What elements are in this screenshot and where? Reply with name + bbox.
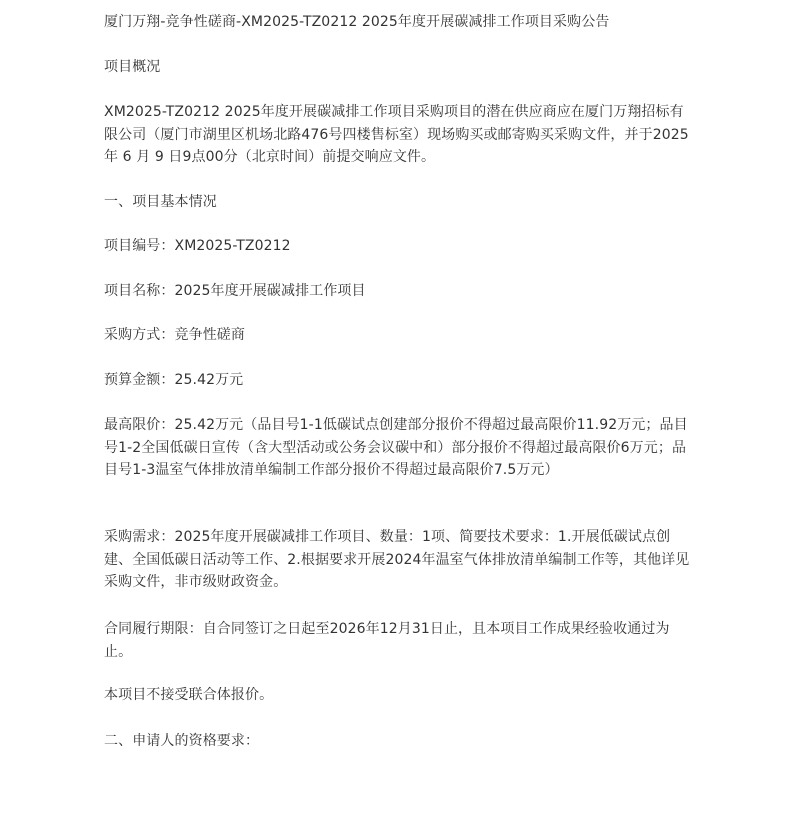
- project-number: 项目编号：XM2025-TZ0212: [104, 238, 291, 254]
- max-price: 最高限价：25.42万元（品目号1-1低碳试点创建部分报价不得超过最高限价11.92万元；品目号1-2全国低碳日宣传（含大型活动或公务会议碳中和）部分报价不得超过最高限价6万元；品目号1-3温室气体排放清单编制工作部分报价不得超过最高限价7.5万元）: [104, 417, 688, 478]
- contract-period: 合同履行期限：自合同签订之日起至2026年12月31日止，且本项目工作成果经验收通过为止。: [104, 621, 670, 660]
- procurement-method: 采购方式：竞争性磋商: [104, 327, 245, 343]
- document-title: 厦门万翔-竞争性磋商-XM2025-TZ0212 2025年度开展碳减排工作项目采购公告: [104, 14, 610, 30]
- section-basic-info-heading: 一、项目基本情况: [104, 194, 217, 210]
- procurement-requirements: 采购需求：2025年度开展碳减排工作项目、数量：1项、简要技术要求：1.开展低碳试点创建、全国低碳日活动等工作、2.根据要求开展2024年温室气体排放清单编制工作等，其他详见采购文件，非市级财政资金。: [104, 529, 690, 590]
- overview-heading: 项目概况: [104, 59, 161, 75]
- consortium-notice: 本项目不接受联合体报价。: [104, 687, 274, 703]
- budget-amount: 预算金额：25.42万元: [104, 372, 244, 388]
- project-name: 项目名称：2025年度开展碳减排工作项目: [104, 283, 366, 299]
- overview-paragraph: XM2025-TZ0212 2025年度开展碳减排工作项目采购项目的潜在供应商应在厦门万翔招标有限公司（厦门市湖里区机场北路476号四楼售标室）现场购买或邮寄购买采购文件，并于2025年 6 月 9 日9点00分（北京时间）前提交响应文件。: [104, 104, 689, 165]
- section-qualification-heading: 二、申请人的资格要求：: [104, 733, 260, 749]
